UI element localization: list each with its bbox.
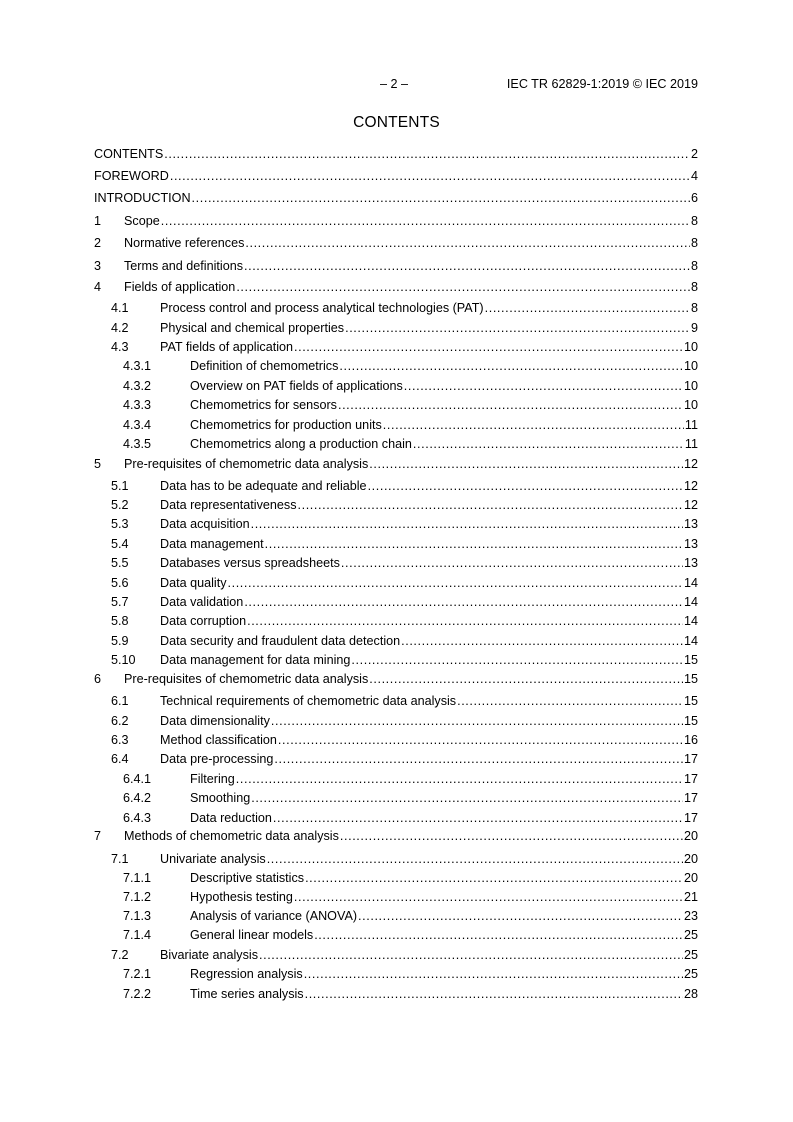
toc-entry-page: 25 <box>683 928 698 942</box>
toc-entry-page: 11 <box>684 418 698 432</box>
toc-entry-number: 7.1.2 <box>123 890 152 904</box>
toc-entry-page: 15 <box>683 694 698 708</box>
toc-entry-title: Bivariate analysis <box>160 948 258 962</box>
toc-dot-leader <box>236 278 690 296</box>
toc-entry-number: 6.1 <box>111 694 129 708</box>
toc-entry[interactable] <box>94 299 698 317</box>
toc-dot-leader <box>369 455 683 473</box>
toc-dot-leader <box>245 234 690 252</box>
toc-dot-leader <box>274 750 683 768</box>
toc-entry-title: Data corruption <box>160 614 247 628</box>
toc-dot-leader <box>383 416 684 434</box>
toc-entry-number: 6.4.3 <box>123 811 152 825</box>
toc-entry-title: Databases versus spreadsheets <box>160 556 340 570</box>
toc-dot-leader <box>413 435 684 453</box>
toc-dot-leader <box>294 888 683 906</box>
toc-entry-page: 10 <box>683 340 698 354</box>
toc-entry[interactable] <box>94 712 698 730</box>
toc-entry[interactable] <box>94 145 698 163</box>
toc-entry-number: 4.3.3 <box>123 398 152 412</box>
toc-entry[interactable] <box>94 496 698 514</box>
toc-dot-leader <box>278 731 683 749</box>
toc-entry-page: 2 <box>690 147 698 161</box>
toc-dot-leader <box>457 692 683 710</box>
toc-entry-number: 5.8 <box>111 614 129 628</box>
toc-entry[interactable] <box>94 789 698 807</box>
toc-entry-page: 13 <box>683 556 698 570</box>
document-identifier: IEC TR 62829-1:2019 © IEC 2019 <box>506 77 698 91</box>
toc-entry[interactable] <box>94 946 698 964</box>
toc-entry-page: 11 <box>684 437 698 451</box>
toc-dot-leader <box>170 167 690 185</box>
toc-dot-leader <box>251 515 683 533</box>
toc-entry-title: Data reduction <box>190 811 272 825</box>
toc-entry-title: Physical and chemical properties <box>160 321 345 335</box>
toc-entry-number: 4.3.4 <box>123 418 152 432</box>
toc-entry-title: General linear models <box>190 928 314 942</box>
toc-entry-page: 10 <box>683 379 698 393</box>
toc-dot-leader <box>247 612 683 630</box>
toc-entry-title: Analysis of variance (ANOVA) <box>190 909 358 923</box>
toc-dot-leader <box>251 789 683 807</box>
toc-entry-title: Process control and process analytical technologies (PAT) <box>160 301 484 315</box>
toc-dot-leader <box>236 770 683 788</box>
toc-dot-leader <box>369 670 683 688</box>
toc-entry-title: Fields of application <box>124 280 236 294</box>
toc-entry[interactable] <box>94 809 698 827</box>
toc-entry-title: Data quality <box>160 576 227 590</box>
toc-entry-number: 1 <box>94 214 102 228</box>
toc-entry-number: 4.3.2 <box>123 379 152 393</box>
toc-entry-title: Pre-requisites of chemometric data analysis <box>124 457 369 471</box>
toc-dot-leader <box>368 477 683 495</box>
toc-entry[interactable] <box>94 750 698 768</box>
toc-entry[interactable] <box>94 167 698 185</box>
toc-entry-title: FOREWORD <box>94 169 169 183</box>
toc-entry-title: Data representativeness <box>160 498 297 512</box>
page-number: – 2 – <box>380 77 409 91</box>
toc-entry-number: 6.4.1 <box>123 772 152 786</box>
toc-entry-number: 5.10 <box>111 653 136 667</box>
toc-entry-number: 4.3 <box>111 340 129 354</box>
toc-entry-page: 9 <box>690 321 698 335</box>
toc-entry-number: 6.4 <box>111 752 129 766</box>
toc-entry-title: Definition of chemometrics <box>190 359 339 373</box>
toc-entry[interactable] <box>94 377 698 395</box>
toc-entry-page: 21 <box>683 890 698 904</box>
toc-dot-leader <box>294 338 683 356</box>
toc-entry-title: Terms and definitions <box>124 259 244 273</box>
toc-entry-page: 25 <box>683 948 698 962</box>
toc-entry-title: Data dimensionality <box>160 714 270 728</box>
toc-entry-number: 7.1.4 <box>123 928 152 942</box>
toc-entry[interactable] <box>94 731 698 749</box>
toc-entry[interactable] <box>94 338 698 356</box>
toc-entry-number: 7.1 <box>111 852 129 866</box>
toc-entry-title: Methods of chemometric data analysis <box>124 829 339 843</box>
toc-entry-page: 14 <box>683 595 698 609</box>
toc-dot-leader <box>298 496 683 514</box>
toc-entry[interactable] <box>94 827 698 845</box>
toc-dot-leader <box>271 712 683 730</box>
toc-entry-number: 7.2.2 <box>123 987 152 1001</box>
toc-entry[interactable] <box>94 234 698 252</box>
toc-dot-leader <box>341 554 683 572</box>
toc-entry-number: 5.6 <box>111 576 129 590</box>
toc-entry-number: 4 <box>94 280 102 294</box>
toc-entry-page: 20 <box>683 871 698 885</box>
toc-entry-page: 4 <box>690 169 698 183</box>
toc-entry[interactable] <box>94 535 698 553</box>
toc-entry-page: 14 <box>683 614 698 628</box>
toc-entry-number: 6.2 <box>111 714 129 728</box>
toc-dot-leader <box>273 809 683 827</box>
toc-entry-title: Smoothing <box>190 791 251 805</box>
toc-dot-leader <box>265 535 683 553</box>
toc-entry-title: Overview on PAT fields of applications <box>190 379 403 393</box>
toc-entry-page: 20 <box>683 829 698 843</box>
toc-entry-number: 5.4 <box>111 537 129 551</box>
toc-dot-leader <box>192 189 690 207</box>
toc-entry[interactable] <box>94 574 698 592</box>
toc-entry-title: Time series analysis <box>190 987 304 1001</box>
toc-entry-page: 12 <box>683 457 698 471</box>
toc-entry-title: Hypothesis testing <box>190 890 293 904</box>
toc-entry-page: 12 <box>683 498 698 512</box>
toc-entry-number: 5.5 <box>111 556 129 570</box>
toc-entry-page: 15 <box>683 714 698 728</box>
toc-entry-title: Chemometrics along a production chain <box>190 437 412 451</box>
toc-entry-title: Filtering <box>190 772 235 786</box>
toc-entry-number: 7.1.3 <box>123 909 152 923</box>
toc-entry[interactable] <box>94 416 698 434</box>
toc-entry[interactable] <box>94 212 698 230</box>
toc-entry-page: 8 <box>690 259 698 273</box>
toc-entry[interactable] <box>94 455 698 473</box>
toc-entry-title: Scope <box>124 214 160 228</box>
toc-entry-title: INTRODUCTION <box>94 191 191 205</box>
toc-entry[interactable] <box>94 593 698 611</box>
toc-entry-page: 8 <box>690 280 698 294</box>
toc-entry-page: 10 <box>683 359 698 373</box>
toc-entry-page: 13 <box>683 517 698 531</box>
toc-entry-number: 7.2.1 <box>123 967 152 981</box>
toc-entry-page: 17 <box>683 791 698 805</box>
toc-entry[interactable] <box>94 189 698 207</box>
toc-entry-page: 8 <box>690 236 698 250</box>
toc-entry[interactable] <box>94 985 698 1003</box>
toc-entry-number: 7 <box>94 829 102 843</box>
toc-entry[interactable] <box>94 435 698 453</box>
page-title: CONTENTS <box>353 114 440 131</box>
toc-entry-number: 4.3.1 <box>123 359 152 373</box>
toc-entry-title: CONTENTS <box>94 147 164 161</box>
toc-entry[interactable] <box>94 515 698 533</box>
toc-entry-number: 6.4.2 <box>123 791 152 805</box>
toc-dot-leader <box>305 985 683 1003</box>
toc-entry[interactable] <box>94 396 698 414</box>
toc-entry[interactable] <box>94 770 698 788</box>
toc-entry-title: Chemometrics for sensors <box>190 398 337 412</box>
toc-entry-page: 16 <box>683 733 698 747</box>
toc-entry[interactable] <box>94 670 698 688</box>
toc-entry-title: Chemometrics for production units <box>190 418 382 432</box>
toc-entry-number: 7.1.1 <box>123 871 152 885</box>
toc-entry-title: Data management <box>160 537 264 551</box>
toc-dot-leader <box>161 212 690 230</box>
toc-entry-title: Descriptive statistics <box>190 871 305 885</box>
toc-entry-page: 28 <box>683 987 698 1001</box>
toc-dot-leader <box>304 965 683 983</box>
toc-dot-leader <box>244 593 683 611</box>
toc-entry-title: Data security and fraudulent data detection <box>160 634 401 648</box>
toc-entry-number: 7.2 <box>111 948 129 962</box>
toc-entry-page: 12 <box>683 479 698 493</box>
toc-entry-page: 8 <box>690 214 698 228</box>
toc-entry-title: PAT fields of application <box>160 340 294 354</box>
toc-entry[interactable] <box>94 888 698 906</box>
toc-entry-title: Method classification <box>160 733 277 747</box>
toc-entry-page: 13 <box>683 537 698 551</box>
toc-entry[interactable] <box>94 257 698 275</box>
toc-dot-leader <box>351 651 683 669</box>
toc-entry[interactable] <box>94 907 698 925</box>
toc-dot-leader <box>404 377 683 395</box>
toc-dot-leader <box>267 850 683 868</box>
toc-dot-leader <box>305 869 683 887</box>
toc-entry[interactable] <box>94 278 698 296</box>
toc-entry-number: 5.1 <box>111 479 129 493</box>
toc-entry-page: 25 <box>683 967 698 981</box>
toc-entry-title: Data management for data mining <box>160 653 351 667</box>
toc-entry-page: 20 <box>683 852 698 866</box>
toc-entry[interactable] <box>94 477 698 495</box>
toc-entry-number: 4.3.5 <box>123 437 152 451</box>
toc-entry-page: 15 <box>683 672 698 686</box>
toc-entry-page: 10 <box>683 398 698 412</box>
toc-entry[interactable] <box>94 612 698 630</box>
toc-entry-number: 3 <box>94 259 102 273</box>
toc-entry-title: Data validation <box>160 595 244 609</box>
toc-entry[interactable] <box>94 651 698 669</box>
toc-entry-page: 17 <box>683 752 698 766</box>
toc-entry-title: Regression analysis <box>190 967 303 981</box>
toc-entry-page: 23 <box>683 909 698 923</box>
toc-entry-page: 14 <box>683 634 698 648</box>
toc-entry-number: 4.2 <box>111 321 129 335</box>
toc-entry[interactable] <box>94 554 698 572</box>
toc-entry-page: 15 <box>683 653 698 667</box>
toc-entry-page: 6 <box>690 191 698 205</box>
toc-entry-number: 2 <box>94 236 102 250</box>
toc-dot-leader <box>339 357 683 375</box>
toc-dot-leader <box>314 926 683 944</box>
toc-entry-number: 5 <box>94 457 102 471</box>
toc-entry[interactable] <box>94 850 698 868</box>
toc-entry-title: Data pre-processing <box>160 752 274 766</box>
toc-entry-number: 5.2 <box>111 498 129 512</box>
toc-dot-leader <box>228 574 683 592</box>
toc-entry[interactable] <box>94 632 698 650</box>
toc-entry-title: Univariate analysis <box>160 852 266 866</box>
toc-entry[interactable] <box>94 869 698 887</box>
toc-dot-leader <box>358 907 683 925</box>
toc-entry-title: Technical requirements of chemometric data analysis <box>160 694 457 708</box>
toc-entry-title: Data acquisition <box>160 517 250 531</box>
toc-entry-title: Pre-requisites of chemometric data analysis <box>124 672 369 686</box>
toc-entry-number: 6 <box>94 672 102 686</box>
toc-entry[interactable] <box>94 965 698 983</box>
page-header <box>94 77 698 93</box>
toc-dot-leader <box>259 946 683 964</box>
toc-entry-number: 6.3 <box>111 733 129 747</box>
toc-dot-leader <box>401 632 683 650</box>
toc-entry-number: 5.7 <box>111 595 129 609</box>
toc-entry-page: 17 <box>683 811 698 825</box>
toc-entry-number: 4.1 <box>111 301 129 315</box>
toc-entry-page: 14 <box>683 576 698 590</box>
toc-dot-leader <box>338 396 683 414</box>
toc-entry-number: 5.3 <box>111 517 129 531</box>
toc-entry-number: 5.9 <box>111 634 129 648</box>
toc-dot-leader <box>244 257 690 275</box>
toc-dot-leader <box>164 145 690 163</box>
toc-dot-leader <box>345 319 690 337</box>
toc-entry[interactable] <box>94 926 698 944</box>
toc-dot-leader <box>340 827 683 845</box>
toc-entry-page: 8 <box>690 301 698 315</box>
toc-dot-leader <box>485 299 690 317</box>
toc-entry[interactable] <box>94 319 698 337</box>
toc-entry[interactable] <box>94 357 698 375</box>
toc-entry-title: Normative references <box>124 236 245 250</box>
toc-entry[interactable] <box>94 692 698 710</box>
toc-entry-title: Data has to be adequate and reliable <box>160 479 367 493</box>
toc-entry-page: 17 <box>683 772 698 786</box>
